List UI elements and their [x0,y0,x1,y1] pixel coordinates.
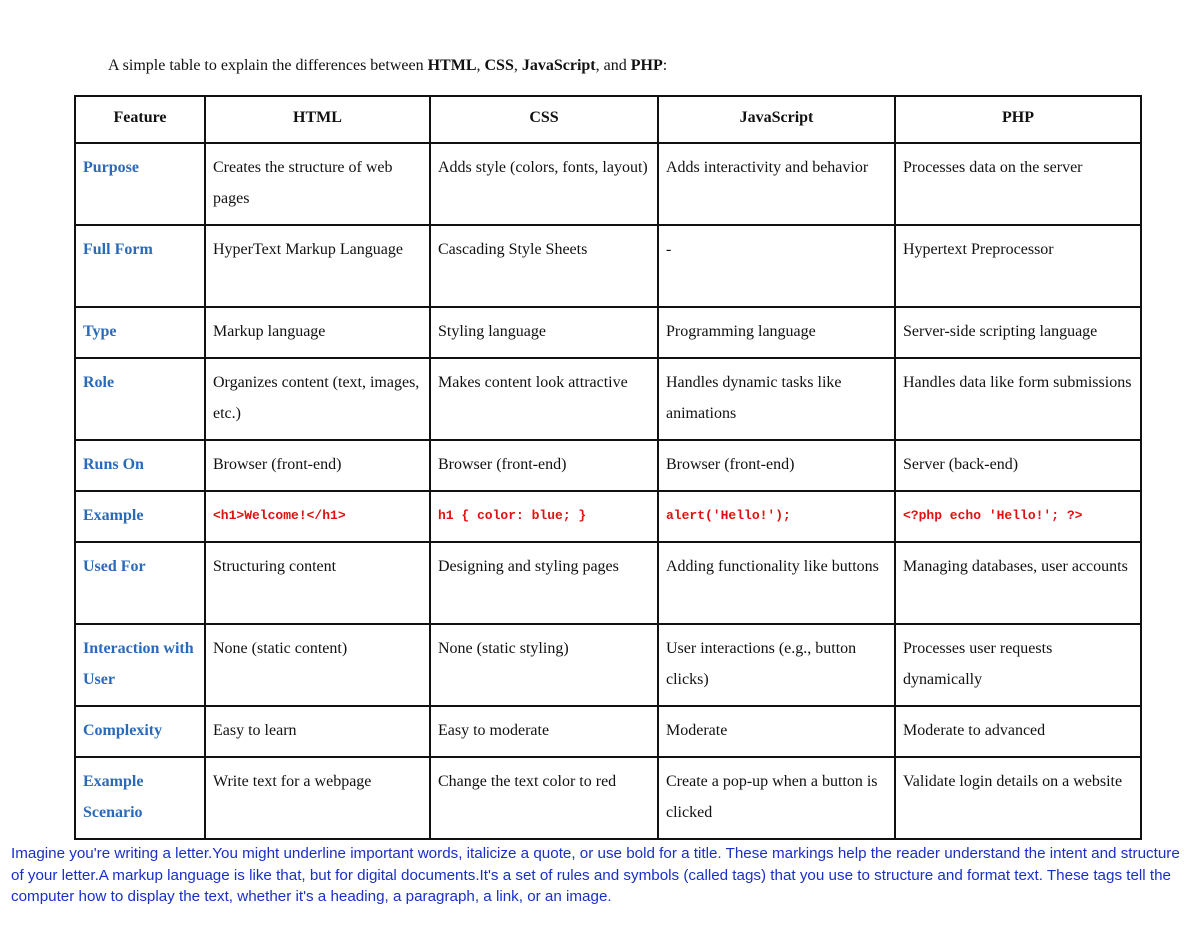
html-cell: Structuring content [205,542,430,624]
intro-sep-3: , and [595,57,631,74]
html-cell: HyperText Markup Language [205,225,430,307]
html-cell: Write text for a webpage [205,757,430,839]
header-css: CSS [430,96,658,143]
table-row [75,143,1141,225]
table-row [75,757,1141,839]
javascript-cell: User interactions (e.g., button clicks) [658,624,895,706]
php-cell: Managing databases, user accounts [895,542,1141,624]
table-row [75,542,1141,624]
header-feature: Feature [75,96,205,143]
table-row [75,358,1141,440]
javascript-cell: Adds interactivity and behavior [658,143,895,225]
header-html: HTML [205,96,430,143]
php-cell: Moderate to advanced [895,706,1141,757]
intro-javascript: JavaScript [521,57,596,74]
php-cell: Validate login details on a website [895,757,1141,839]
feature-cell: Used For [75,542,205,624]
html-cell: None (static content) [205,624,430,706]
table-row [75,440,1141,491]
javascript-cell: Moderate [658,706,895,757]
intro-suffix: : [662,57,668,74]
html-cell: Browser (front-end) [205,440,430,491]
php-code-example: <?php echo 'Hello!'; ?> [895,491,1141,542]
javascript-cell: Adding functionality like buttons [658,542,895,624]
header-php: PHP [895,96,1141,143]
header-javascript: JavaScript [658,96,895,143]
javascript-cell: Browser (front-end) [658,440,895,491]
intro-sep-1: , [476,57,485,74]
javascript-cell: Handles dynamic tasks like animations [658,358,895,440]
comparison-table [74,95,1142,840]
javascript-cell: Programming language [658,307,895,358]
css-cell: Browser (front-end) [430,440,658,491]
php-cell: Hypertext Preprocessor [895,225,1141,307]
css-cell: Designing and styling pages [430,542,658,624]
intro-sep-2: , [513,57,522,74]
intro-html: HTML [427,57,477,74]
css-cell: Change the text color to red [430,757,658,839]
css-cell: Styling language [430,307,658,358]
javascript-code-example: alert('Hello!'); [658,491,895,542]
javascript-cell: - [658,225,895,307]
css-cell: Adds style (colors, fonts, layout) [430,143,658,225]
feature-cell: Purpose [75,143,205,225]
css-cell: None (static styling) [430,624,658,706]
css-cell: Makes content look attractive [430,358,658,440]
javascript-cell: Create a pop-up when a button is clicked [658,757,895,839]
intro-css: CSS [484,57,514,74]
html-code-example: <h1>Welcome!</h1> [205,491,430,542]
feature-cell: Role [75,358,205,440]
feature-cell: Example Scenario [75,757,205,839]
html-cell: Markup language [205,307,430,358]
intro-php: PHP [630,57,663,74]
html-cell: Creates the structure of web pages [205,143,430,225]
feature-cell: Type [75,307,205,358]
php-cell: Server-side scripting language [895,307,1141,358]
intro-sentence [108,56,667,76]
table-row [75,706,1141,757]
feature-cell: Full Form [75,225,205,307]
table-row [75,307,1141,358]
css-code-example: h1 { color: blue; } [430,491,658,542]
table-row [75,491,1141,542]
feature-cell: Interaction with User [75,624,205,706]
php-cell: Handles data like form submissions [895,358,1141,440]
html-cell: Organizes content (text, images, etc.) [205,358,430,440]
css-cell: Easy to moderate [430,706,658,757]
markup-explanation-paragraph: Imagine you're writing a letter.You might underline important words, italicize a quote, or use bold for a title. These markings help the reader understand the intent and structure of your letter.A markup language is like that, but for digital documents.It's a set of rules and symbols (called tags) that you use to structure and format text. These tags tell the computer how to display the text, whether it's a heading, a paragraph, a link, or an image. [11,845,1180,905]
css-cell: Cascading Style Sheets [430,225,658,307]
feature-cell: Example [75,491,205,542]
table-row [75,225,1141,307]
php-cell: Server (back-end) [895,440,1141,491]
feature-cell: Complexity [75,706,205,757]
table-row [75,624,1141,706]
intro-prefix: A simple table to explain the differences between [108,57,428,74]
feature-cell: Runs On [75,440,205,491]
php-cell: Processes user requests dynamically [895,624,1141,706]
table-header-row [75,96,1141,143]
php-cell: Processes data on the server [895,143,1141,225]
html-cell: Easy to learn [205,706,430,757]
